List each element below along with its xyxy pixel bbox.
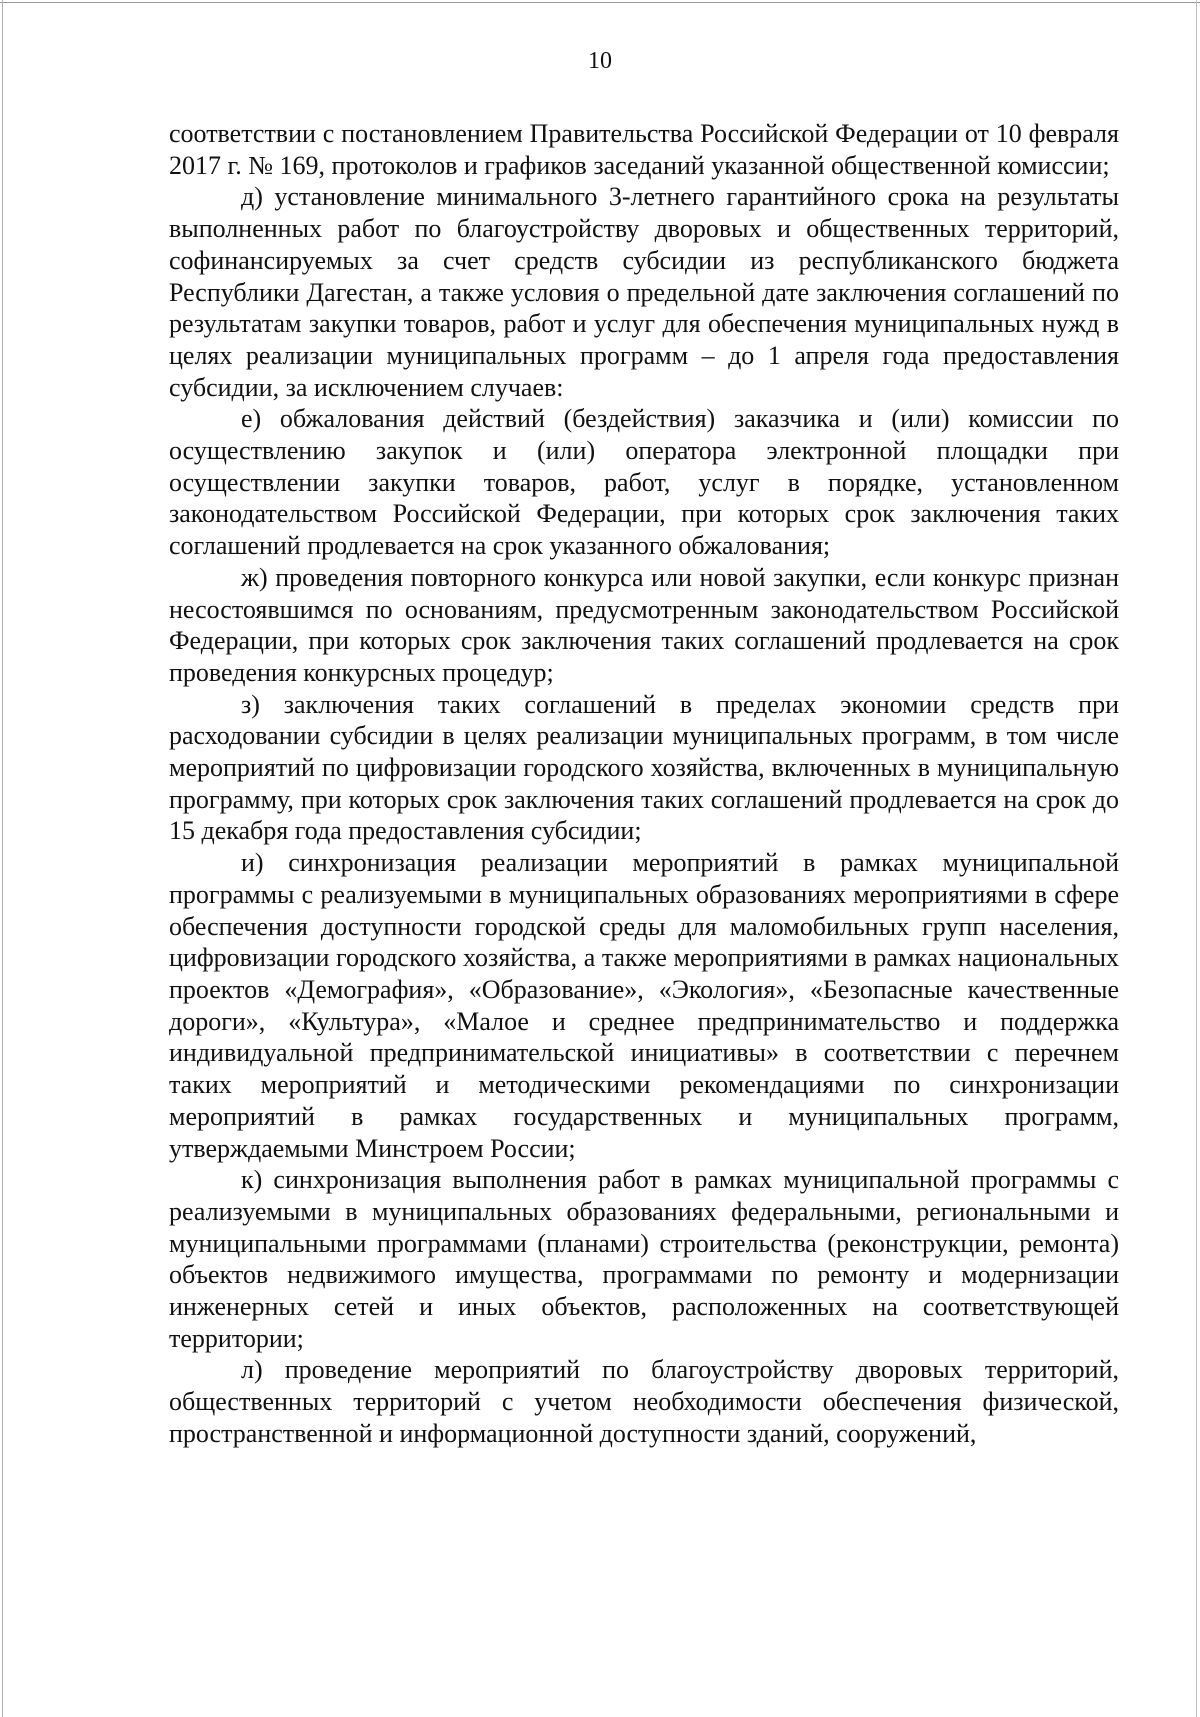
page-number: 10	[588, 48, 612, 74]
paragraph-l: л) проведение мероприятий по благоустройству дворовых территорий, общественных территорий с учетом необходимости обеспечения физической, пространственной и информационной доступности зданий, сооружений,	[169, 1355, 1119, 1448]
paragraph-z: з) заключения таких соглашений в пределах экономии средств при расходовании субсидии в целях реализации муниципальных программ, в том числе мероприятий по цифровизации городского хозяйства, включенных в муниципальную программу, при которых срок заключения таких соглашений продлевается на срок до 15 декабря года предоставления субсидии;	[169, 689, 1119, 846]
document-body	[169, 118, 1119, 1450]
scan-edge-top	[0, 2, 1200, 3]
paragraph-e: е) обжалования действий (бездействия) заказчика и (или) комиссии по осуществлению закупок и (или) оператора электронной площадки при осуществлении закупки товаров, работ, услуг в порядке, установленном законодательством Российской Федерации, при которых срок заключения таких соглашений продлевается на срок указанного обжалования;	[169, 404, 1119, 561]
paragraph-continuation: соответствии с постановлением Правительства Российской Федерации от 10 февраля 2017 г. № 169, протоколов и графиков заседаний указанной общественной комиссии;	[169, 119, 1119, 180]
paragraph-k: к) синхронизация выполнения работ в рамках муниципальной программы с реализуемыми в муниципальных образованиях федеральными, региональными и муниципальными программами (планами) строительства (реконструкции, ремонта) объектов недвижимого имущества, программами по ремонту и модернизации инженерных сетей и иных объектов, расположенных на соответствующей территории;	[169, 1165, 1119, 1353]
scan-edge-left	[2, 0, 3, 1717]
scan-edge-right	[1196, 0, 1197, 1717]
paragraph-i: и) синхронизация реализации мероприятий в рамках муниципальной программы с реализуемыми в муниципальных образованиях мероприятиями в сфере обеспечения доступности городской среды для маломобильных групп населения, цифровизации городского хозяйства, а также мероприятиями в рамках национальных проектов «Демография», «Образование», «Экология», «Безопасные качественные дороги», «Культура», «Малое и среднее предпринимательство и поддержка индивидуальной предпринимательской инициативы» в соответствии с перечнем таких мероприятий и методическими рекомендациями по синхронизации мероприятий в рамках государственных и муниципальных программ, утверждаемыми Минстроем России;	[169, 848, 1119, 1163]
paragraph-d: д) установление минимального 3-летнего гарантийного срока на результаты выполненных работ по благоустройству дворовых и общественных территорий, софинансируемых за счет средств субсидии из республиканского бюджета Республики Дагестан, а также условия о предельной дате заключения соглашений по результатам закупки товаров, работ и услуг для обеспечения муниципальных нужд в целях реализации муниципальных программ – до 1 апреля года предоставления субсидии, за исключением случаев:	[169, 182, 1119, 402]
paragraph-zh: ж) проведения повторного конкурса или новой закупки, если конкурс признан несостоявшимся по основаниям, предусмотренным законодательством Российской Федерации, при которых срок заключения таких соглашений продлевается на срок проведения конкурсных процедур;	[169, 562, 1119, 687]
